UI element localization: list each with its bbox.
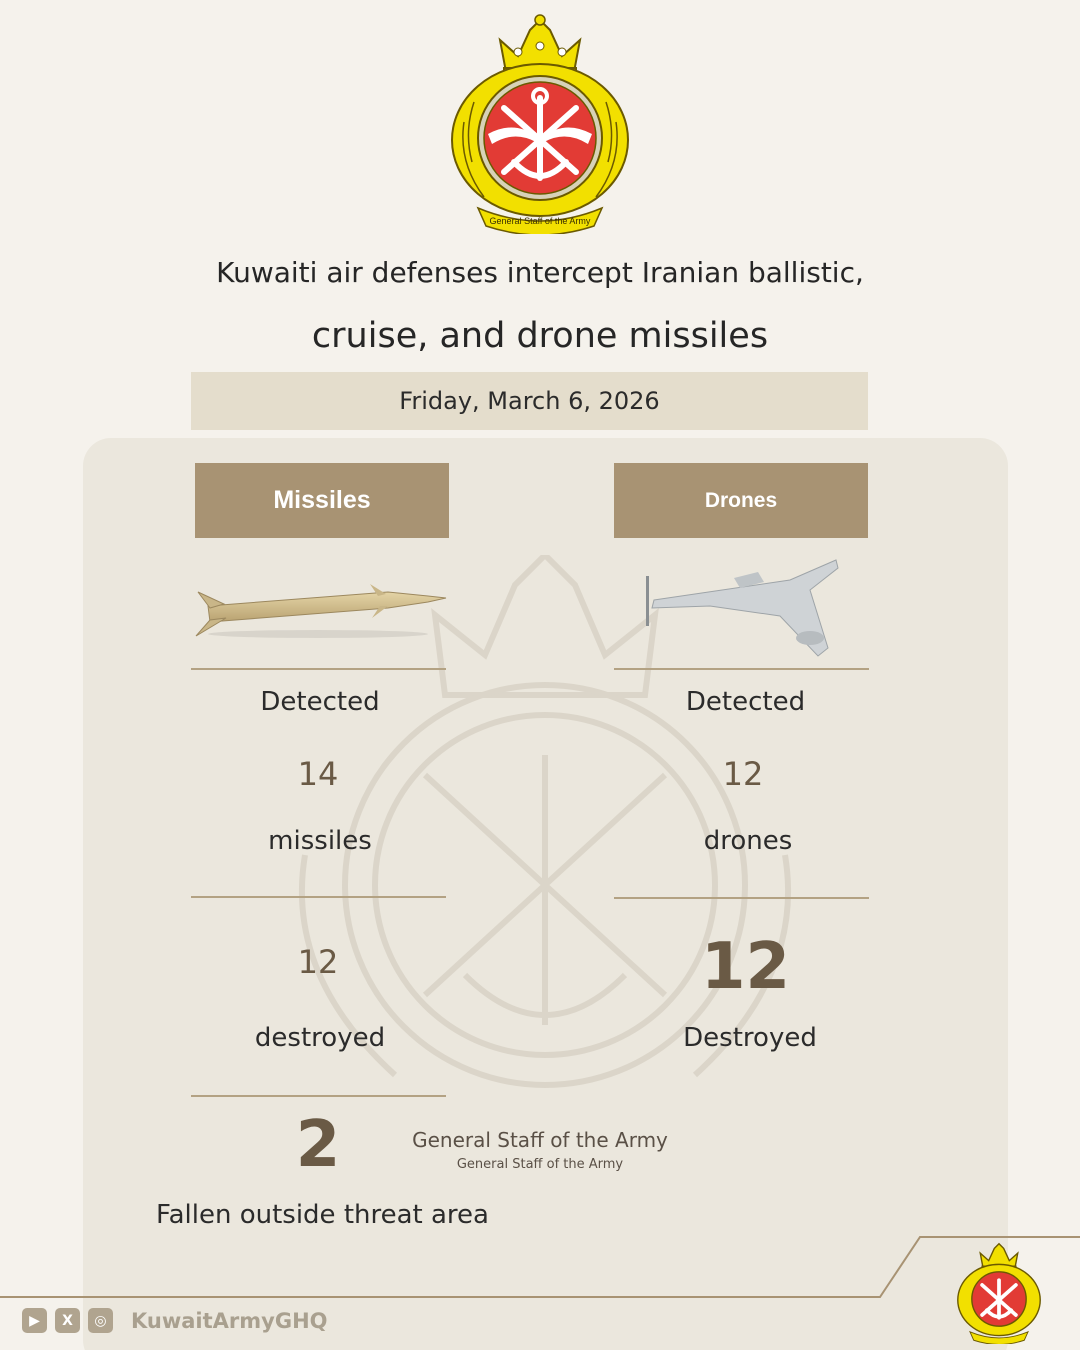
missiles-divider-3: [191, 1095, 446, 1097]
missiles-detected-label: Detected: [260, 687, 380, 717]
missiles-fallen-label: Fallen outside threat area: [156, 1200, 489, 1230]
drones-detected-count: 12: [722, 755, 764, 793]
signature-line-2: General Staff of the Army: [456, 1157, 624, 1172]
emblem-ribbon-text: General Staff of the Army: [489, 216, 591, 226]
headline-line-1: Kuwaiti air defenses intercept Iranian ballistic,: [216, 256, 864, 289]
missiles-fallen-count: 2: [295, 1108, 341, 1182]
drone-image: [640, 556, 846, 660]
headline-line-2: cruise, and drone missiles: [311, 316, 769, 356]
date-text: Friday, March 6, 2026: [399, 387, 660, 415]
missiles-detected-count: 14: [297, 755, 339, 793]
missiles-heading: [195, 463, 449, 538]
missiles-heading-label: Missiles: [273, 486, 371, 514]
missiles-detected-unit: missiles: [268, 826, 372, 856]
x-icon[interactable]: X: [55, 1308, 80, 1333]
drones-detected-unit: drones: [703, 826, 793, 856]
drones-divider-1: [614, 668, 869, 670]
drones-destroyed-count: 12: [700, 930, 791, 1004]
drones-heading: [614, 463, 868, 538]
missiles-divider-2: [191, 896, 446, 898]
youtube-icon[interactable]: ▶: [22, 1308, 47, 1333]
drones-heading-label: Drones: [704, 488, 778, 512]
drones-divider-2: [614, 897, 869, 899]
signature-line-1: General Staff of the Army: [412, 1128, 668, 1152]
drones-detected-label: Detected: [685, 687, 806, 717]
drones-destroyed-label: Destroyed: [683, 1023, 817, 1053]
army-emblem-small-logo: [954, 1240, 1044, 1344]
army-emblem-logo: [444, 12, 636, 234]
date-banner: [191, 372, 868, 430]
social-handle[interactable]: KuwaitArmyGHQ: [131, 1308, 328, 1333]
missiles-destroyed-count: 12: [297, 943, 339, 981]
footer-social: [22, 1308, 328, 1333]
missiles-destroyed-label: destroyed: [254, 1023, 386, 1053]
instagram-icon[interactable]: ◎: [88, 1308, 113, 1333]
missile-image: [188, 578, 448, 640]
missiles-divider-1: [191, 668, 446, 670]
